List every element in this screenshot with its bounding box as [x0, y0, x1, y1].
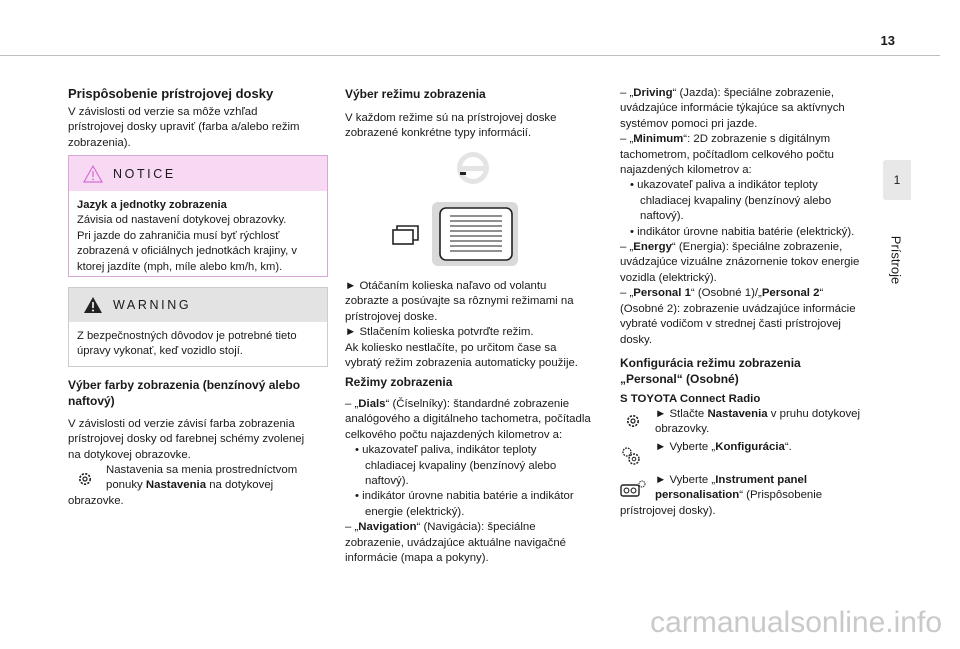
config-step-1: ► Stlačte Nastavenia v pruhu dotykovej obrazovky.	[655, 408, 861, 436]
customize-intro: V závislosti od verzie sa môže vzhľad prístrojovej dosky upraviť (farba a/alebo režim zobrazenia).	[68, 106, 300, 149]
section-title-customize: Prispôsobenie prístrojovej dosky	[68, 86, 274, 101]
notice-text: zobrazená v oficiálnych jednotkách krajiny, v	[77, 245, 297, 258]
warning-label: WARNING	[113, 298, 192, 312]
warning-text: Z bezpečnostných dôvodov je potrebné tieto	[77, 330, 297, 342]
display-mode-intro: V každom režime sú na prístrojovej doske zobrazené konkrétne typy informácií.	[345, 112, 557, 140]
notice-triangle-icon	[83, 165, 103, 183]
config-step-3: ► Vyberte „Instrument panel personalisation“ (Prispôsobenie prístrojovej dosky).	[620, 474, 823, 517]
notice-text: Pri jazde do zahraničia musí byť rýchlosť	[77, 229, 280, 242]
color-section-text: V závislosti od verzie závisí farba zobrazenia prístrojovej dosky od farebnej schémy zvolenej na dotykovej obrazovke.	[68, 418, 305, 461]
warning-text: úpravy vykonať, keď vozidlo stojí.	[77, 345, 243, 358]
thumbwheel-control-icon[interactable]	[432, 202, 518, 266]
modes-list-continued: – „Driving“ (Jazda): špeciálne zobrazenie, uvádzajúce informácie týkajúce sa aktívnych systémov pomoci pri jazde. – „Minimum“: 2D zobrazenie s digitálnym tachometrom, počítadlom celkového počtu najazdených kilometrov a: • ukazovateľ paliva a indikátor teploty chladiacej kvapaliny (benzínový alebo naftový). • indikátor úrovne nabitia batérie (elektrický). – „Energy“ (Energia): špeciálne zobrazenie, uvádzajúce vizuálne znázornenie tokov energie vozidla (elektrický). – „Personal 1“ (Osobné 1)/„Personal 2“ (Osobné 2): zobrazenie uvádzajúce informácie vybraté vodičom v strednej časti prístrojovej dosky.	[620, 87, 860, 346]
notice-heading: Jazyk a jednotky zobrazenia	[77, 199, 227, 211]
settings-instruction: Nastavenia sa menia prostredníctvom ponuky Nastavenia na dotykovej obrazovke.	[68, 464, 298, 507]
watermark-footer: carmanualsonline.info	[650, 606, 942, 639]
radio-title: S TOYOTA Connect Radio	[620, 393, 761, 405]
modes-title: Režimy zobrazenia	[345, 375, 453, 389]
top-rule	[0, 55, 940, 56]
chapter-title: Prístroje	[888, 235, 904, 285]
notice-text: Závisia od nastavení dotykovej obrazovky.	[77, 214, 287, 227]
chapter-tab: 1	[883, 160, 911, 200]
display-mode-instructions: ► Otáčaním kolieska naľavo od volantu zobrazte a posúvajte sa rôznymi režimami na prístrojovej doske. ► Stlačením kolieska potvrďte režim. Ak koliesko nestlačíte, po určitom čase sa vybratý režim zobrazenia automaticky použije.	[345, 280, 578, 370]
color-section-title: Výber farby zobrazenia (benzínový alebo naftový)	[68, 378, 301, 408]
modes-list: – „Dials“ (Číselníky): štandardné zobrazenie analógového a digitálneho tachometra, počítadla celkového počtu najazdených kilometrov a: • ukazovateľ paliva, indikátor teploty chladiacej kvapaliny (benzínový alebo naftový). • indikátor úrovne nabitia batérie a indikátor energie (elektrický). – „Navigation“ (Navigácia): špeciálne zobrazenie, uvádzajúce aktuálne navigačné informácie (mapa a pokyny).	[345, 398, 591, 565]
config-step-2: ► Vyberte „Konfigurácia“.	[655, 441, 792, 453]
warning-box	[68, 287, 328, 367]
steering-wheel-icon	[455, 150, 491, 186]
notice-box	[68, 155, 328, 277]
notice-text: ktorej jazdíte (mph, míle alebo km/h, km).	[77, 260, 283, 273]
display-screens-icon	[392, 224, 420, 246]
notice-label: NOTICE	[113, 166, 176, 181]
section-title-display-mode: Výber režimu zobrazenia	[345, 87, 486, 101]
config-title: Konfigurácia režimu zobrazenia „Personal“ (Osobné)	[620, 356, 801, 386]
page-number: 13	[880, 33, 895, 48]
warning-triangle-icon	[83, 296, 103, 314]
configuration-gears-icon	[620, 445, 642, 467]
